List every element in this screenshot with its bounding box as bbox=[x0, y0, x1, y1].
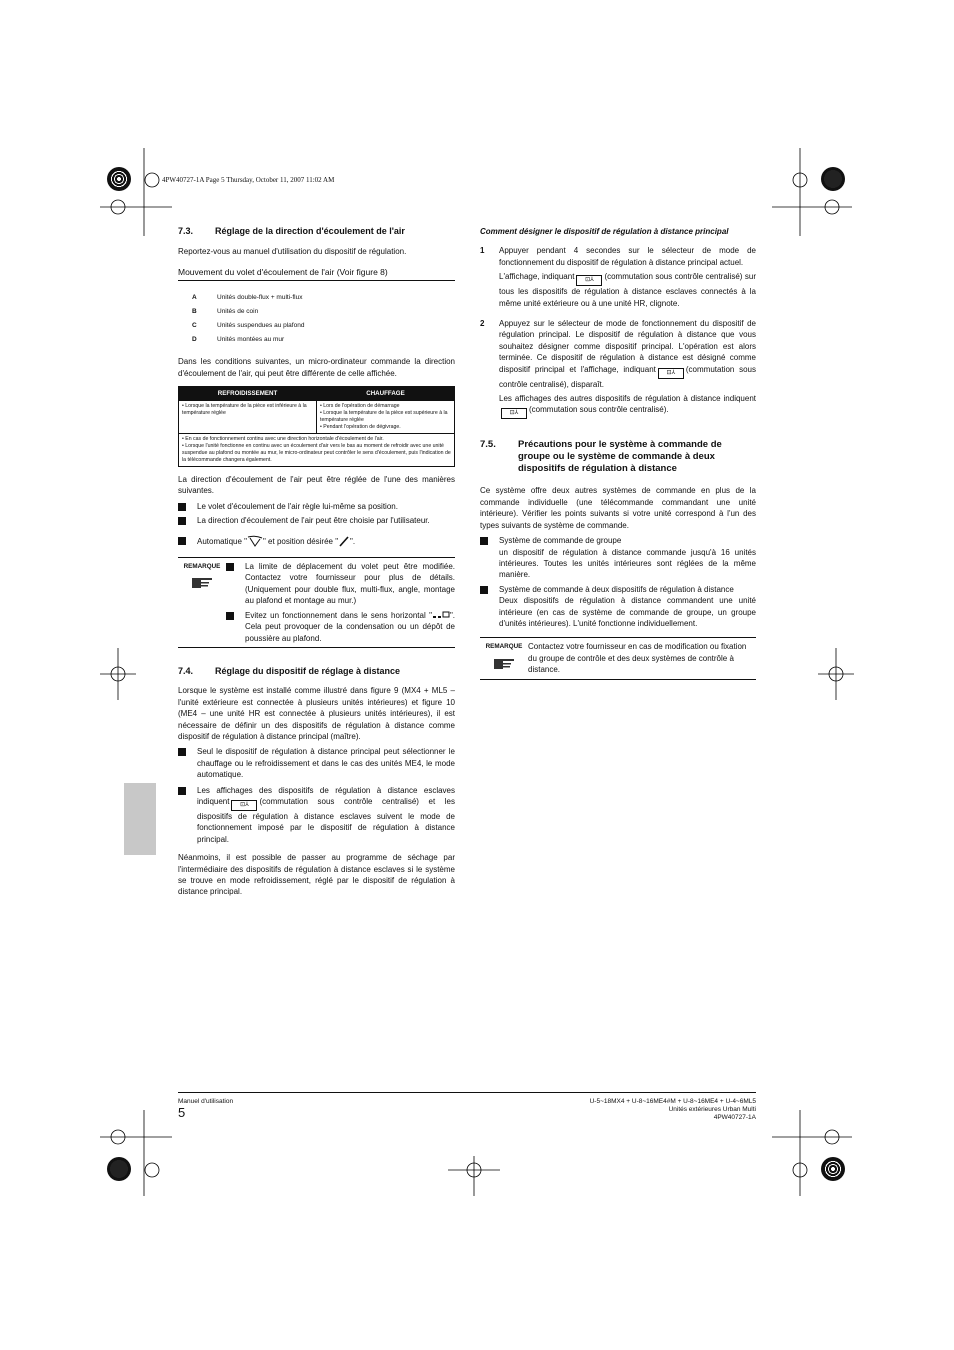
list-item: Système de commande à deux dispositifs de régulation à distance Deux dispositifs de régulation à distance commandent une unité intérieure (en cas de système de commande de groupe, un groupe d'unités intérieures). L'unité fonctionne individuellement. bbox=[480, 584, 756, 630]
legend-item: A Unités double-flux + multi-flux bbox=[192, 294, 303, 302]
registration-disc bbox=[107, 1157, 131, 1181]
note-label: REMARQUE bbox=[480, 641, 528, 675]
registration-disc bbox=[821, 1157, 845, 1181]
paragraph: Dans les conditions suivantes, un micro-ordinateur commande la direction d'écoulement de l'air, qui peut être différente de celle affichée. bbox=[178, 357, 455, 378]
central-control-icon: ⊡⅄ bbox=[231, 800, 257, 811]
table-header: REFROIDISSEMENT bbox=[179, 387, 317, 401]
note-label: REMARQUE bbox=[178, 561, 226, 644]
section-title: Réglage de la direction d'écoulement de l'air bbox=[215, 226, 405, 236]
section-7-3-heading bbox=[178, 226, 455, 237]
list-item: La direction d'écoulement de l'air peut être choisie par l'utilisateur. bbox=[178, 515, 455, 526]
paragraph: La direction d'écoulement de l'air peut être réglée de l'une des manières suivantes. bbox=[178, 475, 455, 496]
list-item: Le volet d'écoulement de l'air règle lui-même sa position. bbox=[178, 501, 455, 512]
section-7-4-heading bbox=[178, 666, 455, 677]
paragraph: Ce système offre deux autres systèmes de commande en plus de la commande individuelle (une télécommande commandant une unité intérieure). Vérifier les points suivants si votre unité correspond à l'un des types suivants de système de commande. bbox=[480, 486, 756, 530]
paragraph: Néanmoins, il est possible de passer au programme de séchage par l'intermédiaire des dispositifs de régulation à distance esclaves si le système se trouve en mode refroidissement, réglé par le dispositif de régulation à distance principal. bbox=[178, 853, 455, 897]
print-header: 4PW40727-1A Page 5 Thursday, October 11, 2007 11:02 AM bbox=[162, 176, 335, 184]
list-item: Les affichages des dispositifs de régulation à distance esclaves indiquent ⊡⅄ (commutation sous contrôle centralisé) et les dispositifs de régulation à distance esclaves suivent le mode de fonctionnement imposé par le dispositif de régulation à distance principal. bbox=[178, 785, 455, 846]
legend-item: B Unités de coin bbox=[192, 308, 259, 316]
table-cell: • Lorsque la température de la pièce est inférieure à la température réglée bbox=[179, 401, 317, 434]
registration-disc bbox=[821, 167, 845, 191]
left-column bbox=[178, 226, 455, 898]
note-item: La limite de déplacement du volet peut être modifiée. Contactez votre fournisseur pour plus de détails. (Uniquement pour double flux, multi-flux, angle, montage au plafond et montage au mur.) bbox=[226, 561, 455, 607]
section-title: Précautions pour le système à commande de groupe ou le système de commande à deux dispositifs de régulation à distance bbox=[518, 439, 722, 475]
list-item: Système de commande de groupe un dispositif de régulation à distance commande jusqu'à 16 unités intérieures. Toutes les unités intérieures sont réglées de la même manière. bbox=[480, 535, 756, 581]
horizontal-flap-icon bbox=[432, 611, 450, 619]
step: 1 Appuyer pendant 4 secondes sur le sélecteur de mode de fonctionnement du dispositif de régulation à distance principal actuel. L'affichage, indiquant ⊡⅄ (commutation sous contrôle centralisé) sur tous les dispositifs de régulation à distance esclaves connectés à la même unité extérieure ou à une unité HR, clignote. bbox=[480, 246, 757, 308]
footer-model-info: U-5~18MX4 + U-8~16ME4#M + U-8~16ME4 + U-4~6ML5 Unités extérieures Urban Multi 4PW40727-1A bbox=[589, 1098, 756, 1121]
registration-disc bbox=[107, 167, 131, 191]
legend-list bbox=[192, 291, 455, 347]
paragraph: Lorsque le système est installé comme illustré dans figure 9 (MX4 + ML5 – l'unité extérieure est connectée à plusieurs unités intérieures) et figure 10 (ME4 – une unité HR est connectée à plusieurs unités intérieures), il est nécessaire de définir un des dispositifs de régulation à distance comme dispositif de régulation à distance principal (maître). bbox=[178, 686, 455, 741]
side-tab bbox=[124, 783, 156, 855]
intro-text: Reportez-vous au manuel d'utilisation du dispositif de régulation. bbox=[178, 247, 407, 257]
table-cell: • En cas de fonctionnement continu avec une direction horizontale d'écoulement de l'air. • Lorsque l'unité fonctionne en continu avec un écoulement d'air vers le bas au moment de refroidir avec une unité suspendue au plafond ou montée au mur, le micro-ordinateur peut contrôler le sens d'écoulement, puis l'indication de la télécommande changera également. bbox=[179, 434, 455, 467]
central-control-icon: ⊡⅄ bbox=[658, 368, 684, 379]
footer-rule bbox=[178, 1092, 756, 1093]
list-item: Seul le dispositif de régulation à distance principal peut sélectionner le chauffage ou le refroidissement et dans le cas des unités ME4, le mode automatique. bbox=[178, 746, 455, 780]
note-item: Evitez un fonctionnement dans le sens horizontal " ". Cela peut provoquer de la condensation ou un dépôt de poussière au plafond. bbox=[226, 610, 455, 644]
central-control-icon: ⊡⅄ bbox=[576, 275, 602, 286]
section-number: 7.4. bbox=[178, 665, 194, 676]
table-header: CHAUFFAGE bbox=[317, 387, 455, 401]
section-number: 7.3. bbox=[178, 226, 194, 236]
page-number: 5 bbox=[178, 1105, 186, 1120]
step: 2 Appuyez sur le sélecteur de mode de fonctionnement du dispositif de régulation principal. Le dispositif de régulation à distance que vous souhaitez désigner comme dispositif principal. L'opération est alors terminée. Ce dispositif de régulation à distance est désigné comme dispositif principal et l'affichage, indiquant ⊡⅄ (commutation sous contrôle centralisé), disparaît. Les affichages des autres dispositifs de régulation à distance indiquent⊡⅄ (commutation sous contrôle centralisé). bbox=[480, 318, 756, 419]
flap-position-icon bbox=[338, 535, 350, 547]
pointing-hand-icon bbox=[190, 575, 214, 589]
procedure-heading: Comment désigner le dispositif de régulation à distance principal bbox=[480, 227, 729, 236]
section-title: Réglage du dispositif de réglage à distance bbox=[215, 665, 401, 676]
list-item: Automatique " " et position désirée " ". bbox=[178, 535, 455, 547]
conditions-table bbox=[178, 386, 455, 467]
section-7-5-heading bbox=[480, 439, 756, 475]
pointing-hand-icon bbox=[492, 656, 516, 670]
note-box bbox=[178, 557, 455, 648]
footer-doc-title: Manuel d'utilisation bbox=[178, 1098, 234, 1105]
note-text: Contactez votre fournisseur en cas de modification ou fixation du groupe de contrôle et des deux systèmes de contrôle à distance. bbox=[528, 642, 747, 675]
legend-item: D Unités montées au mur bbox=[192, 336, 285, 344]
note-box bbox=[480, 637, 756, 679]
legend-item: C Unités suspendues au plafond bbox=[192, 322, 305, 330]
central-control-icon: ⊡⅄ bbox=[501, 408, 527, 419]
right-column bbox=[480, 226, 756, 680]
swing-icon bbox=[247, 535, 263, 547]
subheading: Mouvement du volet d'écoulement de l'air (Voir figure 8) bbox=[178, 267, 455, 281]
table-cell: • Lors de l'opération de démarrage • Lorsque la température de la pièce est supérieure à la température réglée • Pendant l'opération de dégivrage. bbox=[317, 401, 455, 434]
section-number: 7.5. bbox=[480, 439, 496, 451]
